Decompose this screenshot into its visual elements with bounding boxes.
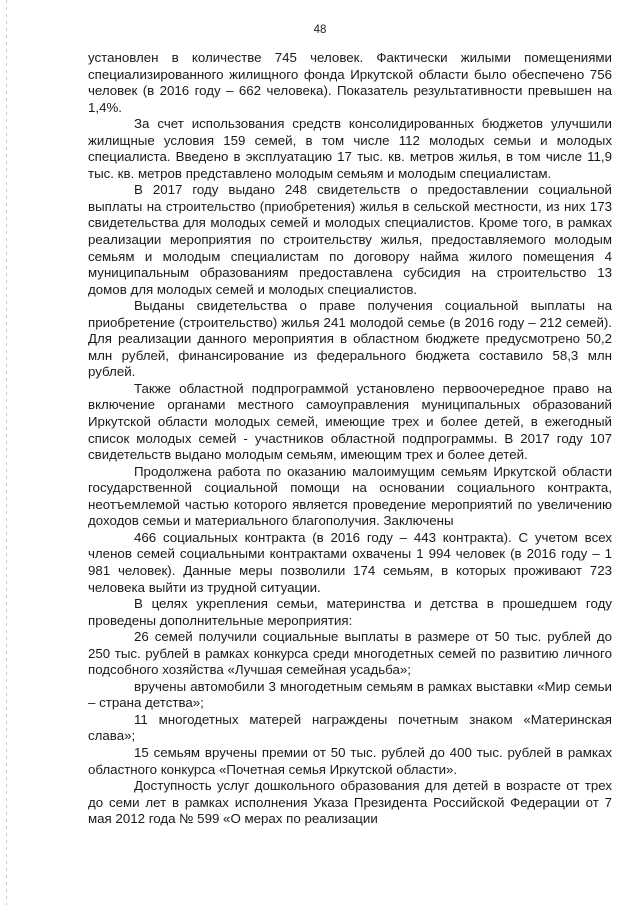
scan-edge-marks	[6, 0, 7, 905]
paragraph: установлен в количестве 745 человек. Фактически жилыми помещениями специализированного жилищного фонда Иркутской области было обеспечено 756 человек (в 2016 году – 662 человека). Показатель результативности превышен на 1,4%.	[88, 50, 612, 115]
paragraph: Доступность услуг дошкольного образования для детей в возрасте от трех до семи лет в рамках исполнения Указа Президента Российской Федерации от 7 мая 2012 года № 599 «О мерах по реализации	[88, 778, 612, 827]
list-item: 26 семей получили социальные выплаты в размере от 50 тыс. рублей до 250 тыс. рублей в рамках конкурса среди многодетных семей по развитию личного подсобного хозяйства «Лучшая семейная усадьба»;	[88, 629, 612, 678]
list-item: 11 многодетных матерей награждены почетным знаком «Материнская слава»;	[88, 711, 612, 744]
paragraph: В целях укрепления семьи, материнства и детства в прошедшем году проведены дополнительные мероприятия:	[88, 596, 612, 628]
paragraph: За счет использования средств консолидированных бюджетов улучшили жилищные условия 159 семей, в том числе 112 молодых семьи и молодых специалиста. Введено в эксплуатацию 17 тыс. кв. метров жилья, в том числе 11,9 тыс. кв. метров представлено молодым семьям и молодым специалистам.	[88, 116, 612, 181]
paragraph: Выданы свидетельства о праве получения социальной выплаты на приобретение (строительство) жилья 241 молодой семье (в 2016 году – 212 семей). Для реализации данного мероприятия в областном бюджете предусмотрено 50,2 млн рублей, финансирование из федерального бюджета составило 58,3 млн рублей.	[88, 298, 612, 380]
list-item: 15 семьям вручены премии от 50 тыс. рублей до 400 тыс. рублей в рамках областного конкурса «Почетная семья Иркутской области».	[88, 744, 612, 777]
paragraph: Продолжена работа по оказанию малоимущим семьям Иркутской области государственной социальной помощи на основании социального контракта, неотъемлемой частью которого является проведение мероприятий по увеличению доходов семьи и материального благополучия. Заключены	[88, 463, 612, 529]
body-text	[88, 50, 612, 828]
list-item: вручены автомобили 3 многодетным семьям в рамках выставки «Мир семьи – страна детства»;	[88, 678, 612, 711]
paragraph: В 2017 году выдано 248 свидетельств о предоставлении социальной выплаты на строительство (приобретения) жилья в сельской местности, из них 173 свидетельства для молодых семей и молодых специалистов. Кроме того, в рамках реализации мероприятия по строительству жилья, предоставляемого молодым семьям и молодым специалистам по договору найма жилого помещения 4 муниципальным образованиям предоставлена субсидия на строительство 13 домов для молодых семей и молодых специалистов.	[88, 182, 612, 297]
page-number: 48	[313, 24, 327, 36]
paragraph: Также областной подпрограммой установлено первоочередное право на включение органами местного самоуправления муниципальных образований Иркутской области молодых семей, имеющие трех и более детей, в ежегодный список молодых семей - участников областной подпрограммы. В 2017 году 107 свидетельств выдано молодым семьям, имеющим трех и более детей.	[88, 380, 612, 463]
paragraph: 466 социальных контракта (в 2016 году – 443 контракта). С учетом всех членов семей социальными контрактами охвачены 1 994 человек (в 2016 году – 1 981 человек). Данные меры позволили 174 семьям, в которых проживают 723 человека выйти из трудной ситуации.	[88, 529, 612, 595]
